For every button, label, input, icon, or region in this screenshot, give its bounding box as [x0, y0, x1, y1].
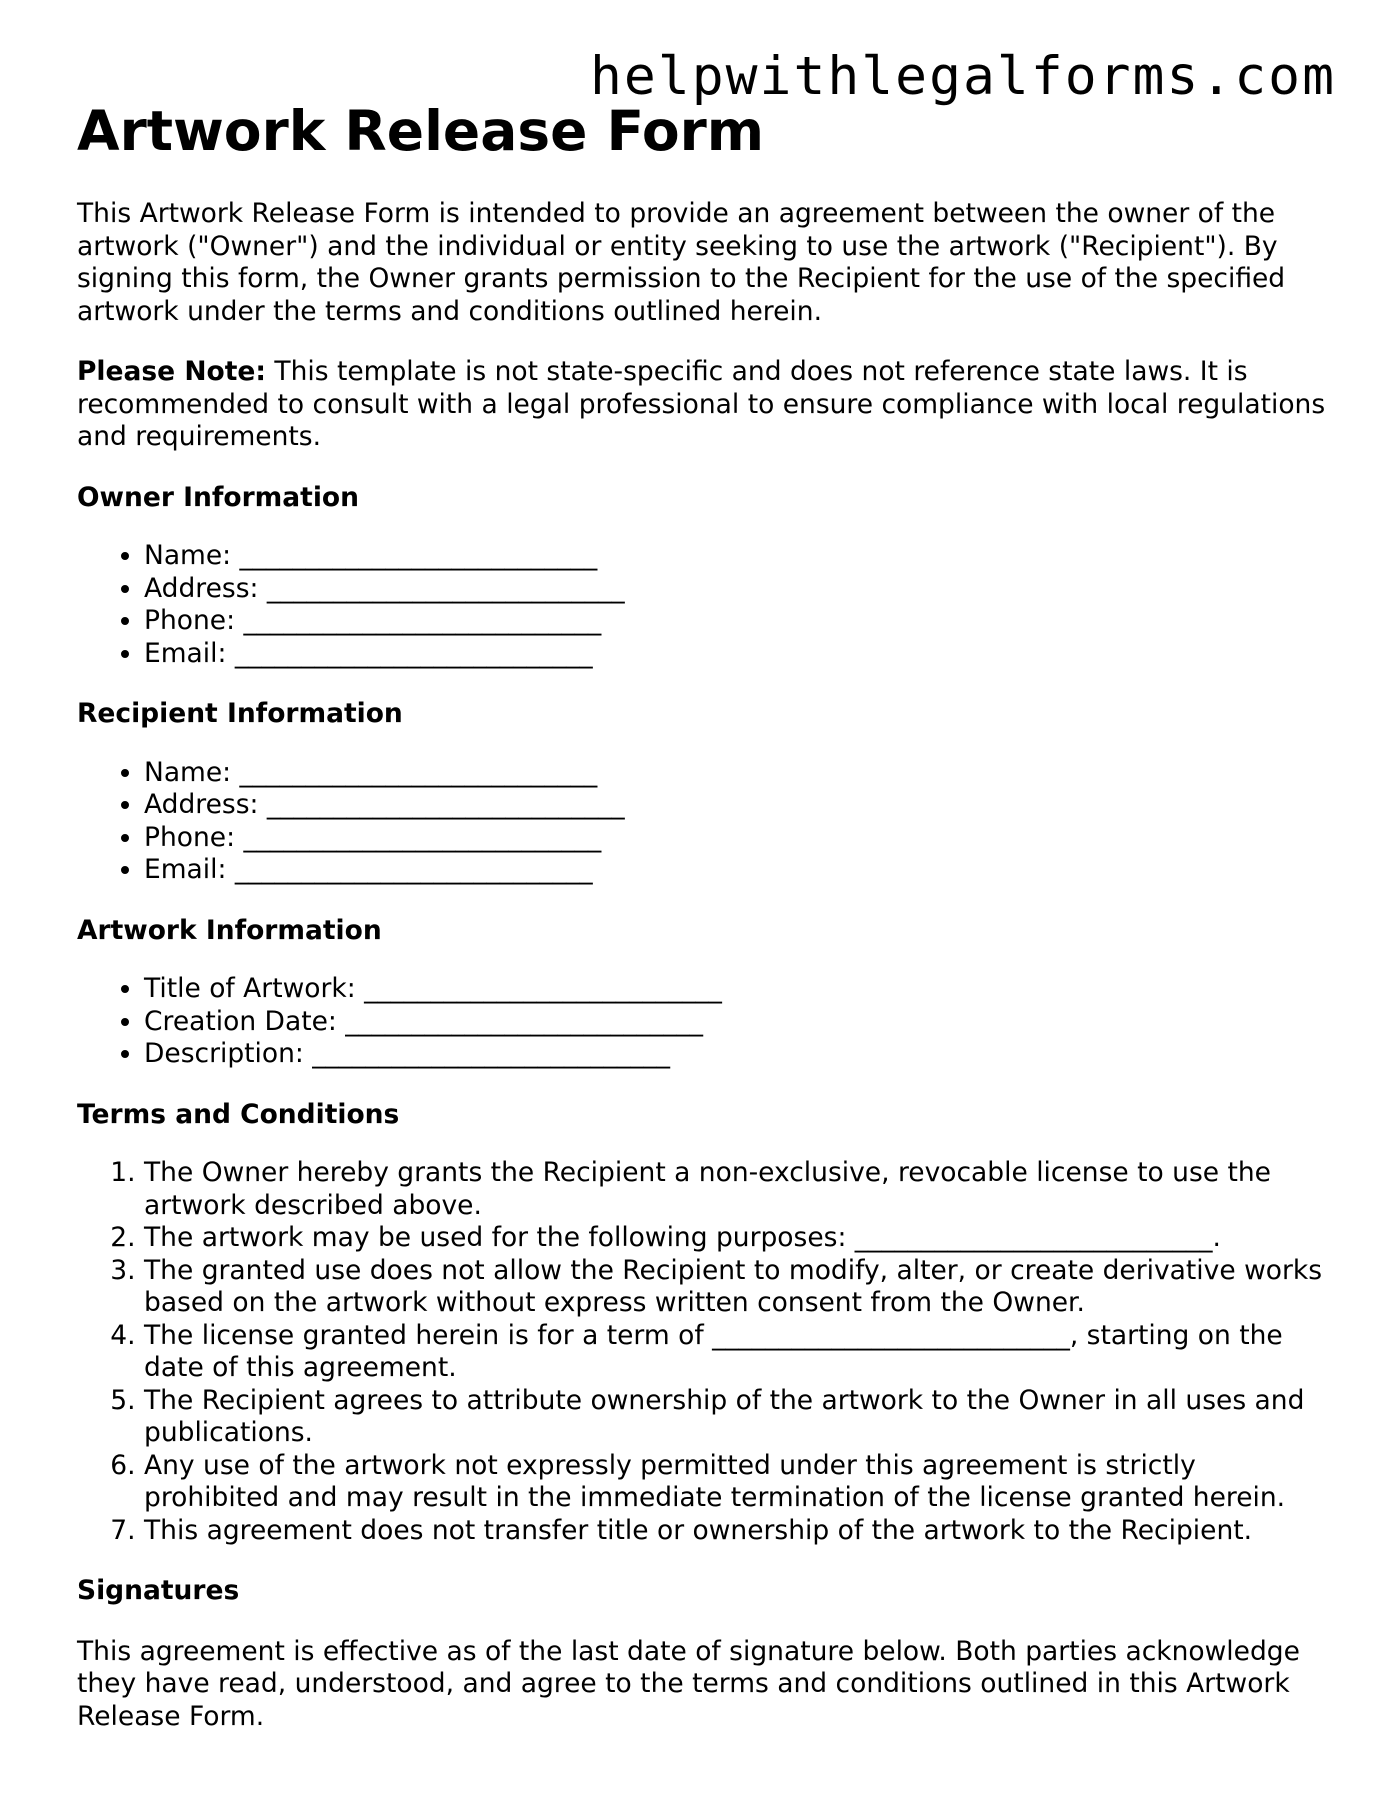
terms-item: 2. The artwork may be used for the following purposes: ___________________________. [144, 1222, 1327, 1255]
page-title: Artwork Release Form [77, 99, 765, 163]
signatures-heading: Signatures [77, 1575, 240, 1606]
artwork-list [77, 973, 1327, 1071]
site-watermark: helpwithlegalforms.com [590, 46, 1336, 107]
recipient-address-field: • Address: ___________________________ [144, 789, 1327, 822]
note-label: Please Note: [77, 356, 266, 387]
artwork-creation-date-field: • Creation Date: ___________________________ [144, 1006, 1327, 1039]
recipient-phone-field: • Phone: ___________________________ [144, 822, 1327, 855]
owner-heading: Owner Information [77, 481, 359, 513]
recipient-name-field: • Name: ___________________________ [144, 757, 1327, 790]
owner-email-field: • Email: ___________________________ [144, 638, 1327, 671]
recipient-heading: Recipient Information [77, 698, 403, 729]
note-text: This template is not state-specific and does not reference state laws. It is recommended to consult with a legal professional to ensure compliance with local regulations and requirements. [77, 356, 1326, 452]
terms-list [77, 1157, 1327, 1547]
owner-name-field: • Name: ___________________________ [144, 540, 1327, 573]
terms-item: 7. This agreement does not transfer title or ownership of the artwork to the Recipient. [144, 1515, 1327, 1548]
document-page [77, 96, 1327, 1733]
terms-heading: Terms and Conditions [77, 1098, 400, 1130]
owner-list [77, 540, 1327, 670]
note-paragraph [77, 356, 1327, 454]
terms-item: 1. The Owner hereby grants the Recipient a non-exclusive, revocable license to use the artwork described above. [144, 1157, 1327, 1222]
recipient-list [77, 757, 1327, 887]
artwork-description-field: • Description: ___________________________ [144, 1038, 1327, 1071]
artwork-heading: Artwork Information [77, 914, 382, 946]
terms-item: 4. The license granted herein is for a term of ___________________________, starting on the date of this agreement. [144, 1320, 1327, 1385]
owner-phone-field: • Phone: ___________________________ [144, 605, 1327, 638]
owner-address-field: • Address: ___________________________ [144, 573, 1327, 606]
artwork-title-field: • Title of Artwork: ___________________________ [144, 973, 1327, 1006]
signatures-paragraph: This agreement is effective as of the last date of signature below. Both parties acknowledge they have read, understood, and agree to the terms and conditions outlined in this Artwork Release Form. [77, 1635, 1300, 1732]
terms-item: 5. The Recipient agrees to attribute ownership of the artwork to the Owner in all uses and publications. [144, 1385, 1327, 1450]
intro-paragraph: This Artwork Release Form is intended to provide an agreement between the owner of the artwork ("Owner") and the individual or entity seeking to use the artwork ("Recipient"). By signing this form, the Owner grants permission to the Recipient for the use of the specified artwork under the terms and conditions outlined herein. [77, 198, 1286, 327]
terms-item: 3. The granted use does not allow the Recipient to modify, alter, or create derivative works based on the artwork without express written consent from the Owner. [144, 1255, 1327, 1320]
terms-item: 6. Any use of the artwork not expressly permitted under this agreement is strictly prohibited and may result in the immediate termination of the license granted herein. [144, 1450, 1327, 1515]
recipient-email-field: • Email: ___________________________ [144, 854, 1327, 887]
